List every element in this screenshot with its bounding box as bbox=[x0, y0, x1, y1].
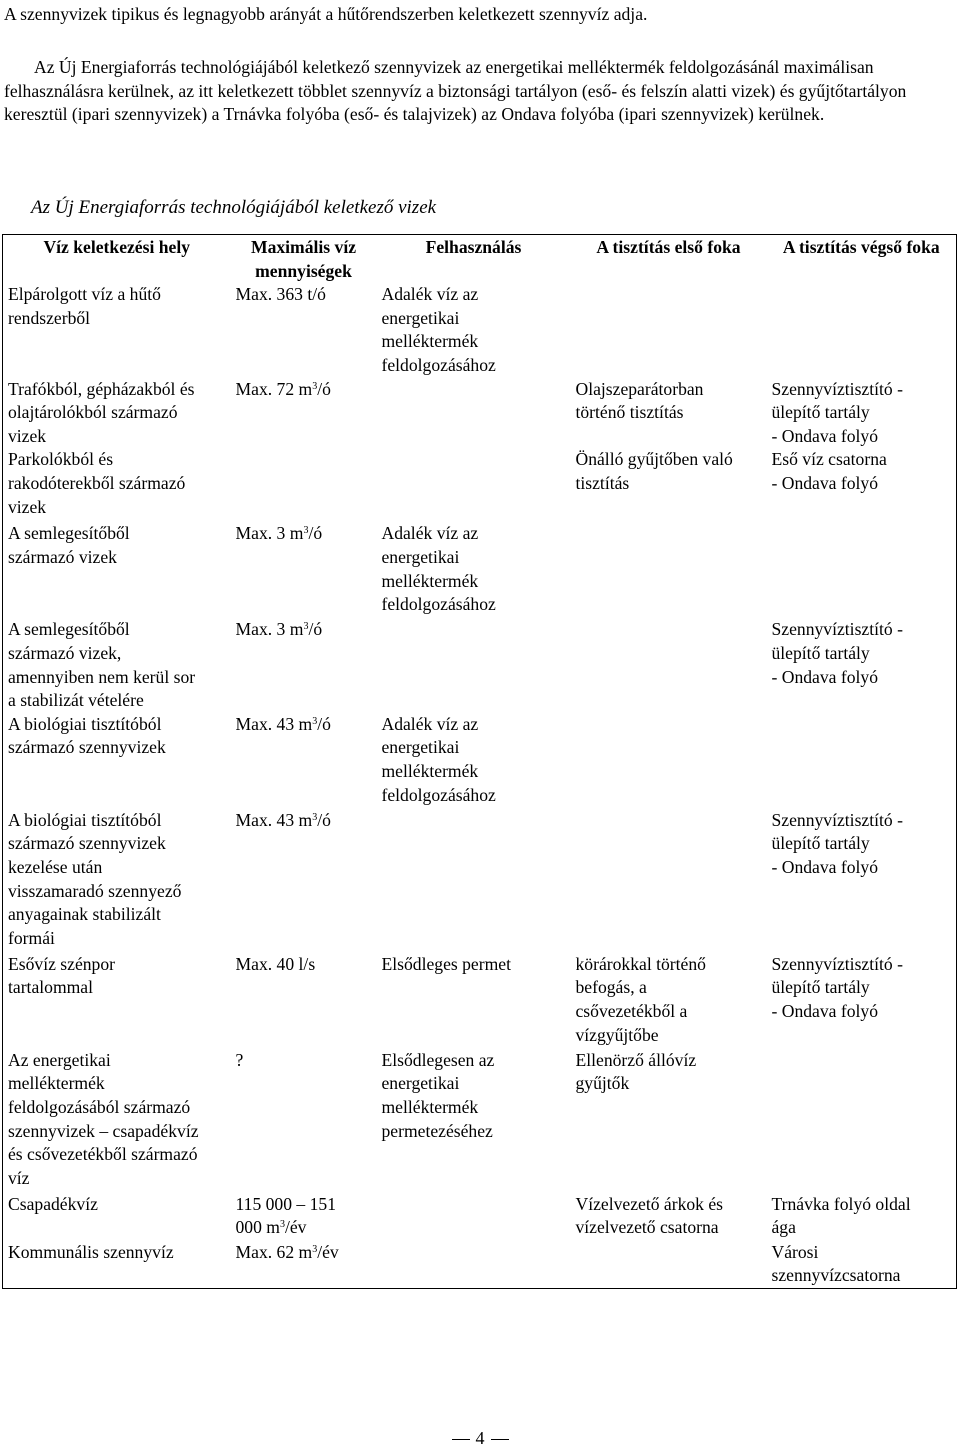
amount-value: Max. 43 m bbox=[235, 809, 313, 830]
body-paragraph-text: Az Új Energiaforrás technológiájából keletkező szennyvizek az energetikai melléktermék feldolgozásánál maximálisan felhasználásra kerülnek, az itt keletkezett többlet szennyvíz a biztonsági tartályon (eső- és felszín alatti vizek) és gyűjtőtartályon keresztül (ipari szennyvizek) a Trnávka folyóba (eső- és talajvizek) az Ondava folyóba (ipari szennyvizek) kerülnek. bbox=[4, 57, 907, 125]
amount-value: Max. 43 m bbox=[235, 713, 313, 734]
cell-final-stage: Eső víz csatorna - Ondava folyó bbox=[771, 449, 887, 493]
amount-unit: /ó bbox=[317, 809, 331, 830]
cell-first-stage: Vízelvezető árkok és vízelvezető csatorna bbox=[575, 1193, 724, 1238]
table-caption: Az Új Energiaforrás technológiájából keletkező vizek bbox=[31, 197, 437, 218]
cell-use bbox=[377, 1193, 571, 1241]
cell-first-stage bbox=[571, 618, 767, 712]
cell-source: Trafókból, gépházakból és olajtárolókból származó vizek bbox=[8, 378, 195, 446]
cell-source: A semlegesítőből származó vizek, amennyiben nem kerül sor a stabilizát vételére bbox=[8, 619, 196, 711]
header-first-stage: A tisztítás első foka bbox=[596, 237, 741, 257]
amount-exponent: 3 bbox=[312, 380, 318, 392]
cell-amount bbox=[231, 1241, 377, 1289]
amount-exponent: 3 bbox=[303, 621, 309, 633]
cell-first-stage bbox=[571, 522, 767, 618]
cell-source: Parkolókból és rakodóterekből származó vizek bbox=[8, 449, 186, 517]
cell-amount bbox=[231, 283, 377, 377]
amount-exponent: 3 bbox=[312, 811, 318, 823]
amount-value: Max. 363 t/ó bbox=[235, 284, 326, 305]
cell-amount bbox=[231, 1049, 377, 1193]
dash-left bbox=[452, 1439, 470, 1440]
table-row bbox=[3, 378, 957, 449]
table-row bbox=[3, 522, 957, 618]
cell-use bbox=[377, 448, 571, 522]
amount-value: Max. 72 m bbox=[235, 378, 313, 399]
cell-source: A biológiai tisztítóból származó szennyvizek bbox=[8, 713, 166, 758]
table-row bbox=[3, 713, 957, 809]
cell-first-stage: Ellenörző állóvíz gyűjtők bbox=[575, 1049, 697, 1094]
cell-final-stage: Szennyvíztisztító - ülepítő tartály - Ondava folyó bbox=[771, 953, 903, 1021]
table-row bbox=[3, 809, 957, 953]
cell-first-stage bbox=[571, 809, 767, 953]
cell-source: A semlegesítőből származó vizek bbox=[8, 523, 130, 567]
amount-value: ? bbox=[235, 1049, 244, 1070]
page-number-value: 4 bbox=[475, 1428, 485, 1448]
cell-first-stage bbox=[571, 713, 767, 809]
amount-unit: /ó bbox=[308, 619, 323, 640]
cell-first-stage: Önálló gyűjtőben való tisztítás bbox=[575, 449, 733, 493]
cell-first-stage: körárokkal történő befogás, a csővezetékből a vízgyűjtőbe bbox=[575, 953, 706, 1045]
amount-exponent: 3 bbox=[312, 1243, 318, 1255]
amount-value: Max. 3 m bbox=[235, 619, 304, 640]
cell-final-stage: Városi szennyvízcsatorna bbox=[771, 1241, 901, 1286]
cell-use bbox=[377, 1241, 571, 1289]
header-source: Víz keletkezési hely bbox=[43, 237, 191, 257]
cell-amount bbox=[231, 713, 377, 809]
cell-use: Adalék víz az energetikai melléktermék feldolgozásához bbox=[381, 284, 496, 375]
table-row bbox=[3, 953, 957, 1049]
table-row bbox=[3, 1049, 957, 1193]
cell-final-stage bbox=[767, 713, 957, 809]
page-number bbox=[0, 1427, 960, 1451]
cell-use bbox=[377, 809, 571, 953]
cell-use: Adalék víz az energetikai melléktermék feldolgozásához bbox=[381, 713, 496, 805]
amount-unit: /év bbox=[317, 1241, 339, 1262]
table-row bbox=[3, 283, 957, 377]
amount-value: Max. 3 m bbox=[235, 523, 304, 544]
cell-final-stage bbox=[767, 522, 957, 618]
intro-paragraph: A szennyvizek tipikus és legnagyobb arányát a hűtőrendszerben keletkezett szennyvíz adja. bbox=[4, 4, 648, 24]
cell-source: Kommunális szennyvíz bbox=[8, 1241, 174, 1262]
cell-first-stage bbox=[571, 1241, 767, 1289]
dash-right bbox=[491, 1439, 509, 1440]
header-use: Felhasználás bbox=[425, 237, 522, 257]
amount-value: Max. 40 l/s bbox=[235, 953, 316, 974]
cell-final-stage bbox=[767, 1049, 957, 1193]
cell-final-stage: Szennyvíztisztító - ülepítő tartály - Ondava folyó bbox=[771, 619, 903, 687]
body-paragraph bbox=[4, 56, 956, 127]
cell-source: Esővíz szénpor tartalommal bbox=[8, 953, 115, 998]
cell-use bbox=[377, 378, 571, 449]
table-header-row bbox=[3, 235, 957, 284]
cell-final-stage: Szennyvíztisztító - ülepítő tartály - Ondava folyó bbox=[771, 809, 903, 877]
cell-final-stage bbox=[767, 283, 957, 377]
table-row bbox=[3, 1241, 957, 1289]
cell-use: Elsődleges permet bbox=[381, 953, 511, 974]
amount-value: 115 000 – 151 000 m bbox=[235, 1193, 337, 1238]
cell-first-stage bbox=[571, 283, 767, 377]
cell-amount bbox=[231, 809, 377, 953]
cell-use: Adalék víz az energetikai melléktermék feldolgozásához bbox=[381, 523, 496, 615]
amount-unit: /ó bbox=[317, 378, 331, 399]
amount-exponent: 3 bbox=[279, 1219, 285, 1231]
amount-exponent: 3 bbox=[312, 715, 318, 727]
cell-first-stage: Olajszeparátorban történő tisztítás bbox=[575, 378, 704, 423]
amount-unit: /év bbox=[284, 1217, 307, 1238]
cell-final-stage: Trnávka folyó oldal ága bbox=[771, 1193, 911, 1238]
cell-amount bbox=[231, 618, 377, 712]
header-amount: Maximális víz mennyiségek bbox=[250, 237, 357, 281]
cell-source: Csapadékvíz bbox=[8, 1193, 98, 1214]
amount-unit: /ó bbox=[317, 713, 331, 734]
table-row bbox=[3, 618, 957, 712]
cell-use: Elsődlegesen az energetikai melléktermék permetezéséhez bbox=[381, 1049, 495, 1141]
cell-amount bbox=[231, 1193, 377, 1241]
table-row bbox=[3, 1193, 957, 1241]
cell-amount bbox=[231, 522, 377, 618]
amount-exponent: 3 bbox=[303, 525, 309, 537]
cell-amount bbox=[231, 953, 377, 1049]
amount-unit: /ó bbox=[308, 523, 323, 544]
header-final-stage: A tisztítás végső foka bbox=[782, 237, 940, 257]
table-row bbox=[3, 448, 957, 522]
cell-source: Elpárolgott víz a hűtő rendszerből bbox=[8, 284, 161, 328]
cell-use bbox=[377, 618, 571, 712]
amount-value: Max. 62 m bbox=[235, 1241, 313, 1262]
cell-amount bbox=[231, 378, 377, 449]
cell-amount bbox=[231, 448, 377, 522]
cell-source: Az energetikai melléktermék feldolgozásából származó szennyvizek – csapadékvíz és csővezetékből származó víz bbox=[8, 1049, 199, 1188]
water-sources-table bbox=[2, 234, 957, 1289]
cell-source: A biológiai tisztítóból származó szennyvizek kezelése után visszamaradó szennyező anyagainak stabilizált formái bbox=[8, 809, 182, 948]
cell-final-stage: Szennyvíztisztító - ülepítő tartály - Ondava folyó bbox=[771, 378, 903, 446]
